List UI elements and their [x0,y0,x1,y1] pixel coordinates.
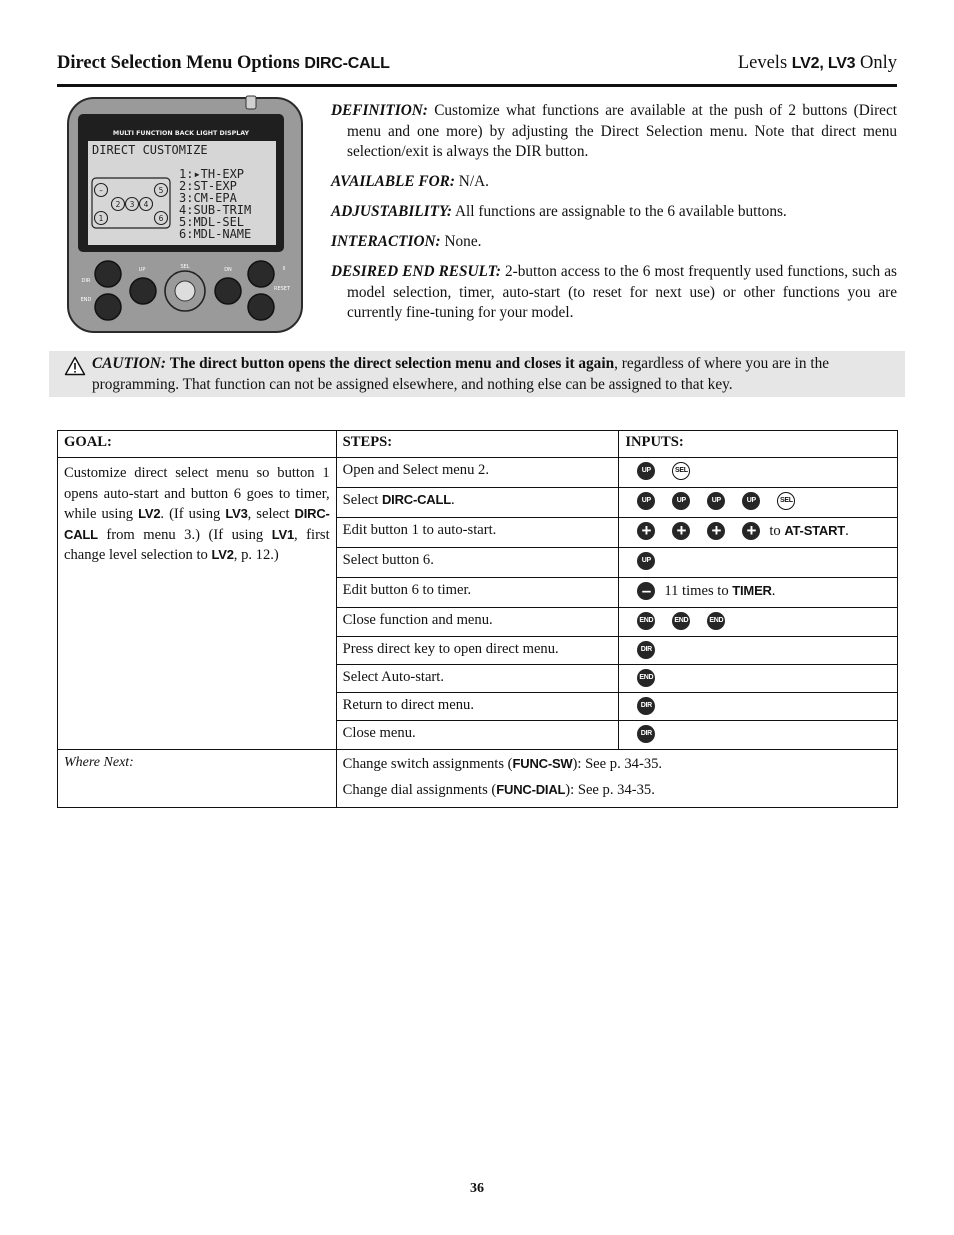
sel-button-icon: SEL [672,462,690,480]
programming-steps-table [57,430,898,808]
step-cell: Select button 6. [336,548,619,578]
svg-text:–: – [99,186,103,195]
input-cell: + + + + to AT-START. [619,518,898,548]
screen-item: 5:MDL-SEL [179,215,245,229]
interaction: INTERACTION: None. [331,233,482,250]
end-button-icon: END [672,612,690,630]
up-button-icon: UP [637,552,655,570]
minus-button-icon: – [637,582,655,600]
screen-title: DIRECT CUSTOMIZE [92,143,208,157]
screen-item: 2:ST-EXP [179,179,237,193]
where-next-label: Where Next: [58,750,337,808]
steps-header: STEPS: [336,431,619,458]
step-cell: Select Auto-start. [336,665,619,693]
svg-text:4: 4 [143,200,149,209]
svg-text:END: END [80,297,92,303]
step-cell: Close function and menu. [336,608,619,637]
plus-button-icon: + [672,522,690,540]
device-button [95,261,121,287]
menu-code: DIRC-CALL [304,55,390,72]
step-cell: Press direct key to open direct menu. [336,637,619,665]
dir-button-icon: DIR [637,725,655,743]
svg-text:2: 2 [115,200,121,209]
dir-button-icon: DIR [637,641,655,659]
device-button [95,294,121,320]
goal-header: GOAL: [58,431,337,458]
plus-button-icon: + [707,522,725,540]
desired-end-result: DESIRED END RESULT: 2-button access to the 6 most frequently used functions, such as model selection, timer, auto-start (to reset for next use) or other functions you are currently fine-tuning for your model. [331,263,897,321]
level-indicator: Levels LV2, LV3 Only [737,53,897,73]
step-cell: Edit button 1 to auto-start. [336,518,619,548]
where-next-item[interactable]: Change dial assignments (FUNC-DIAL): See p. 34-35. [342,782,655,798]
input-cell [619,693,898,721]
up-button-icon: UP [637,462,655,480]
screen-item: 3:CM-EPA [179,191,237,205]
input-cell [619,488,898,518]
input-cell [619,608,898,637]
caution-box: CAUTION: The direct button opens the direct selection menu and closes it again, regardless of where you are in the programming. That function can not be assigned elsewhere, and nothing else can be assigned to that key. [49,351,905,397]
step-cell: Open and Select menu 2. [336,458,619,488]
end-button-icon: END [637,669,655,687]
sel-button-icon: SEL [777,492,795,510]
up-button-icon: UP [742,492,760,510]
device-button [248,294,274,320]
input-cell [619,721,898,750]
svg-text:UP: UP [138,267,146,273]
step-cell: Close menu. [336,721,619,750]
svg-text:1: 1 [98,214,104,223]
svg-text:II: II [282,266,286,272]
svg-text:DN: DN [224,267,232,273]
end-button-icon: END [637,612,655,630]
end-button-icon: END [707,612,725,630]
where-next-links [336,750,897,808]
definition: DEFINITION: Customize what functions are available at the push of 2 buttons (Direct menu and one more) by adjusting the Direct Selection menu. Note that direct menu selection/exit is always the DIR button. [331,102,897,160]
inputs-header: INPUTS: [619,431,898,458]
input-cell [619,637,898,665]
screen-item: 6:MDL-NAME [179,227,252,241]
where-next-item[interactable]: Change switch assignments (FUNC-SW): See p. 34-35. [342,756,663,772]
page-header [57,53,897,79]
screen-item: 1:▸TH-EXP [179,167,245,181]
available-for: AVAILABLE FOR: N/A. [331,173,489,190]
input-cell [619,665,898,693]
header-rule [57,84,897,87]
page-number: 36 [470,1181,484,1196]
menu-description [331,101,897,333]
svg-text:RESET: RESET [273,286,291,292]
section-title: Direct Selection Menu Options DIRC-CALL [57,53,390,73]
plus-button-icon: + [637,522,655,540]
device-button [248,261,274,287]
input-cell [619,458,898,488]
step-cell: Edit button 6 to timer. [336,578,619,608]
dir-button-icon: DIR [637,697,655,715]
up-button-icon: UP [707,492,725,510]
warning-icon [64,356,86,376]
svg-text:5: 5 [158,186,164,195]
goal-cell: Customize direct select menu so button 1 opens auto-start and button 6 goes to timer, while using LV2. (If using LV3, select DIRC-CALL from menu 3.) (If using LV1, first change level selection to LV2, p. 12.) [58,458,337,750]
up-button-icon: UP [672,492,690,510]
svg-text:6: 6 [158,214,164,223]
adjustability: ADJUSTABILITY: All functions are assignable to the 6 available buttons. [331,203,787,220]
input-cell: – 11 times to TIMER. [619,578,898,608]
device-button [130,278,156,304]
input-cell [619,548,898,578]
up-button-icon: UP [637,492,655,510]
display-label: MULTI FUNCTION BACK LIGHT DISPLAY [112,130,250,137]
device-button [215,278,241,304]
svg-text:SEL: SEL [180,264,190,270]
transmitter-illustration [66,94,304,334]
svg-text:DIR: DIR [81,278,91,284]
step-cell: Select DIRC-CALL. [336,488,619,518]
svg-text:3: 3 [129,200,135,209]
screen-item: 4:SUB-TRIM [179,203,252,217]
plus-button-icon: + [742,522,760,540]
step-cell: Return to direct menu. [336,693,619,721]
